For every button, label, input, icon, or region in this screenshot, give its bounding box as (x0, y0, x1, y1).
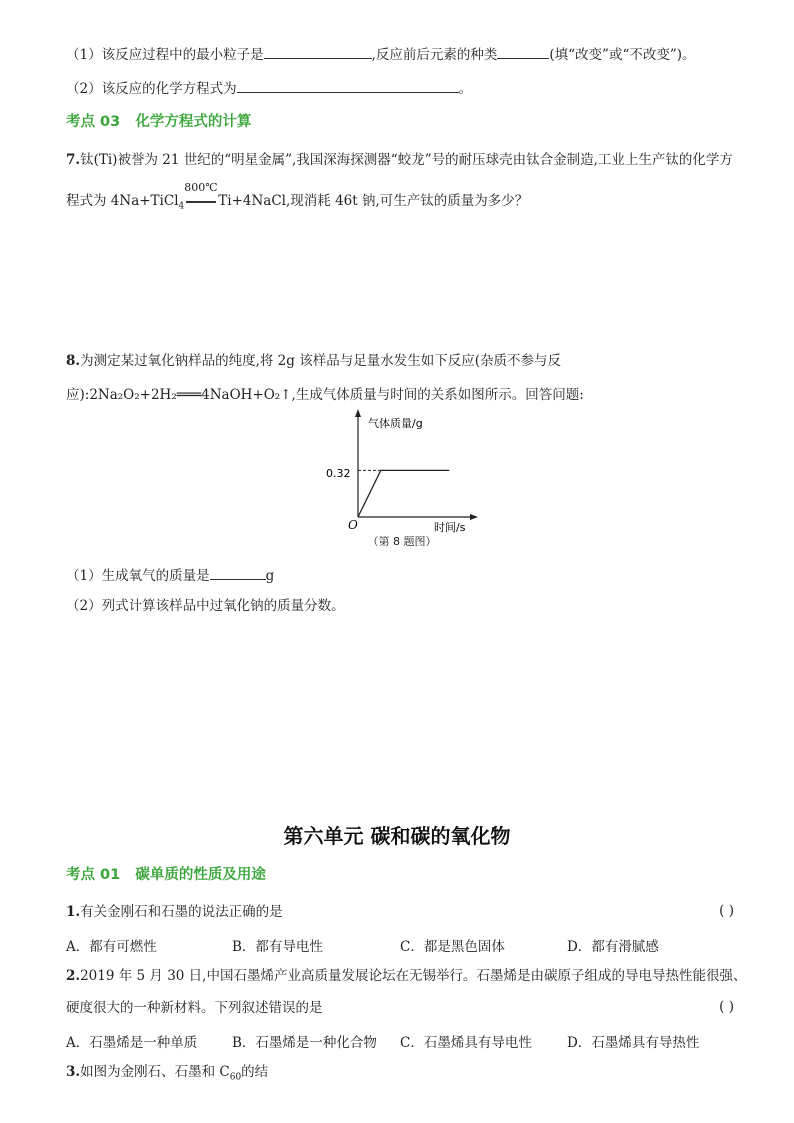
q3-text-b: 的结 (241, 1064, 269, 1080)
q7-subscript: 4 (178, 201, 185, 212)
q2-option-c[interactable]: C．石墨烯具有导电性 (400, 1035, 532, 1051)
q1-option-c[interactable]: C．都是黑色固体 (400, 939, 505, 955)
answer-blank[interactable] (264, 44, 372, 59)
q8-text2: 应):2Na₂O₂+2H₂═══4NaOH+O₂↑,生成气体质量与时间的关系如图所示。回答问题: (66, 387, 584, 403)
q2-option-a[interactable]: A．石墨烯是一种单质 (66, 1035, 198, 1051)
q2-line1 (66, 967, 746, 985)
unit-title: 第六单元 碳和碳的氧化物 (283, 824, 511, 848)
reaction-condition (184, 181, 218, 210)
q7-text2a: 程式为 4Na+TiCl (66, 193, 179, 209)
q2-answer-paren[interactable]: ( ) (719, 999, 734, 1015)
section-label: 考点 03 (66, 114, 121, 130)
q8-number: 8. (66, 353, 81, 369)
q1-answer-paren[interactable]: ( ) (719, 903, 734, 919)
series-line (358, 470, 449, 517)
q7-text1: 钛(Ti)被誉为 21 世纪的“明星金属”,我国深海探测器“蛟龙”号的耐压球壳由钛合金制造,工业上生产钛的化学方 (80, 152, 733, 168)
q8-figure (322, 405, 482, 555)
prev-sub1-text-a: （1）该反应过程中的最小粒子是 (66, 47, 264, 63)
origin-label: O (348, 518, 358, 532)
prev-sub2-text-a: （2）该反应的化学方程式为 (66, 81, 237, 97)
q1-stem (66, 903, 734, 921)
q7-line1 (66, 151, 733, 169)
prev-sub2-text-b: 。 (458, 81, 473, 97)
q3-number: 3. (66, 1064, 81, 1080)
q1-option-b[interactable]: B．都有导电性 (232, 939, 323, 955)
prev-sub1 (66, 44, 696, 64)
section-heading-03 (66, 113, 251, 131)
section-heading-01 (66, 866, 266, 884)
q1-number: 1. (66, 904, 81, 920)
section-label: 考点 01 (66, 867, 121, 883)
figure-caption: （第 8 题图） (367, 535, 437, 548)
q2-option-b[interactable]: B．石墨烯是一种化合物 (232, 1035, 377, 1051)
q3-line1 (66, 1063, 268, 1087)
answer-blank[interactable] (210, 565, 266, 580)
y-axis-arrow (355, 409, 361, 417)
condition-label: 800℃ (184, 181, 218, 194)
q8-line1 (66, 352, 561, 370)
q1-option-a[interactable]: A．都有可燃性 (66, 939, 157, 955)
x-axis-arrow (470, 514, 478, 520)
q8-line2 (66, 386, 584, 404)
q8-sub1-unit: g (265, 568, 275, 584)
q8-sub1-text: （1）生成氧气的质量是 (66, 568, 210, 584)
answer-blank[interactable] (237, 78, 459, 93)
y-axis-label: 气体质量/g (368, 417, 423, 430)
q2-number: 2. (66, 968, 81, 984)
gas-mass-chart (322, 405, 482, 535)
q1-text: 有关金刚石和石墨的说法正确的是 (80, 904, 283, 920)
section-title: 碳单质的性质及用途 (135, 867, 266, 883)
q7-number: 7. (66, 152, 81, 168)
section-title: 化学方程式的计算 (135, 114, 252, 130)
q3-text-a: 如图为金刚石、石墨和 C (80, 1064, 230, 1080)
q2-option-d[interactable]: D．石墨烯具有导热性 (567, 1035, 700, 1051)
q2-line2 (66, 999, 323, 1017)
q8-sub2-text: （2）列式计算该样品中过氧化钠的质量分数。 (66, 598, 345, 614)
prev-sub1-text-c: (填“改变”或“不改变”)。 (549, 47, 696, 63)
prev-sub2 (66, 78, 472, 98)
q2-text2: 硬度很大的一种新材料。下列叙述错误的是 (66, 1000, 323, 1016)
q7-text2b: Ti+4NaCl,现消耗 46t 钠,可生产钛的质量为多少？ (218, 193, 529, 209)
prev-sub1-text-b: ,反应前后元素的种类 (371, 47, 498, 63)
q7-line2 (66, 181, 529, 216)
q8-sub2 (66, 597, 345, 615)
answer-blank[interactable] (497, 44, 549, 59)
q8-sub1 (66, 565, 274, 585)
y-tick-label: 0.32 (326, 467, 351, 480)
q3-subscript: 60 (229, 1072, 242, 1083)
x-axis-label: 时间/s (434, 521, 466, 534)
q1-option-d[interactable]: D．都有滑腻感 (567, 939, 659, 955)
equals-bar (186, 201, 216, 203)
q8-text1: 为测定某过氧化钠样品的纯度,将 2g 该样品与足量水发生如下反应(杂质不参与反 (80, 353, 561, 369)
q2-text1: 2019 年 5 月 30 日,中国石墨烯产业高质量发展论坛在无锡举行。石墨烯是由碳原子组成的导电导热性能很强、 (80, 968, 747, 984)
